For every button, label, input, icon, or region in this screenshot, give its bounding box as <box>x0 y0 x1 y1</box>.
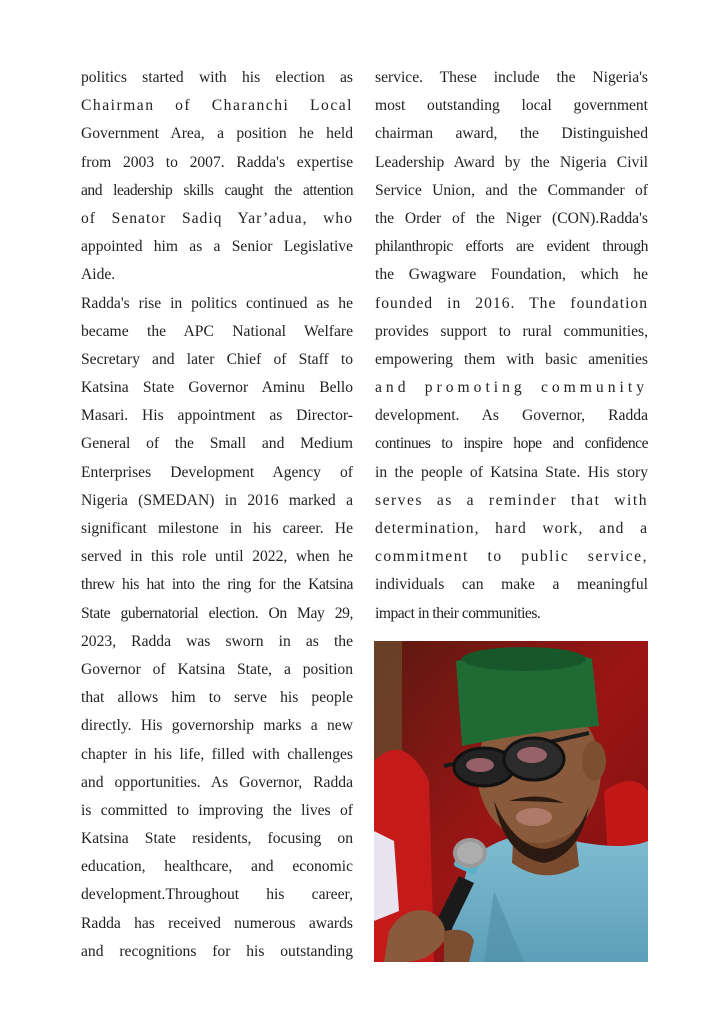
text-line: Radda's rise in politics continued as he <box>81 294 353 312</box>
text-line: service. These include the Nigeria's <box>375 69 648 86</box>
text-line: education, healthcare, and economic <box>81 858 353 876</box>
text-line: General of the Small and Medium <box>81 435 353 453</box>
text-line: Masari. His appointment as Director- <box>81 407 353 425</box>
text-line: Government Area, a position he held <box>81 125 353 143</box>
text-line: Service Union, and the Commander of <box>375 181 648 199</box>
portrait-illustration <box>374 641 648 962</box>
text-line: Chairman of Charanchi Local <box>81 97 353 115</box>
text-line: chapter in his life, filled with challenges <box>81 745 353 763</box>
text-line: is committed to improving the lives of <box>81 801 353 819</box>
text-line: in the people of Katsina State. His story <box>375 463 648 481</box>
text-line: Leadership Award by the Nigeria Civil <box>375 153 648 171</box>
text-line: determination, hard work, and a <box>375 520 648 537</box>
text-line: served in this role until 2022, when he <box>81 548 353 566</box>
text-line: and promoting community <box>375 379 648 397</box>
text-line: directly. His governorship marks a new <box>81 717 353 735</box>
text-line: that allows him to serve his people <box>81 689 353 707</box>
text-line: from 2003 to 2007. Radda's expertise <box>81 153 353 171</box>
text-line: Katsina State residents, focusing on <box>81 830 353 848</box>
text-line: continues to inspire hope and confidence <box>375 435 648 453</box>
text-line: Governor of Katsina State, a position <box>81 660 353 678</box>
text-line: empowering them with basic amenities <box>375 350 648 368</box>
text-line: individuals can make a meaningful <box>375 576 648 594</box>
text-line: Enterprises Development Agency of <box>81 463 353 481</box>
text-line: and leadership skills caught the attention <box>81 181 353 199</box>
text-line: serves as a reminder that with <box>375 491 648 509</box>
text-line: commitment to public service, <box>375 548 648 566</box>
text-line: Aide. <box>81 266 116 284</box>
text-line: politics started with his election as <box>81 69 353 86</box>
text-line: Radda has received numerous awards <box>81 914 353 932</box>
text-line: significant milestone in his career. He <box>81 520 353 537</box>
text-line: impact in their communities. <box>375 604 541 622</box>
text-line: Katsina State Governor Aminu Bello <box>81 379 353 397</box>
text-line: and opportunities. As Governor, Radda <box>81 773 353 791</box>
text-line: chairman award, the Distinguished <box>375 125 648 143</box>
text-line: provides support to rural communities, <box>375 322 648 340</box>
text-line: appointed him as a Senior Legislative <box>81 238 353 256</box>
text-line: State gubernatorial election. On May 29, <box>81 604 353 622</box>
text-line: philanthropic efforts are evident through <box>375 238 648 256</box>
portrait-photo <box>374 641 648 962</box>
right-column <box>375 64 648 628</box>
left-column <box>81 64 353 966</box>
text-line: development.Throughout his career, <box>81 886 353 904</box>
text-line: 2023, Radda was sworn in as the <box>81 632 353 650</box>
text-line: founded in 2016. The foundation <box>375 294 648 312</box>
text-line: Nigeria (SMEDAN) in 2016 marked a <box>81 491 353 509</box>
text-line: the Gwagware Foundation, which he <box>375 266 648 284</box>
text-line: the Order of the Niger (CON).Radda's <box>375 209 648 227</box>
text-line: threw his hat into the ring for the Katsina <box>81 576 353 594</box>
text-line: of Senator Sadiq Yar’adua, who <box>81 209 353 227</box>
text-line: became the APC National Welfare <box>81 322 353 340</box>
text-line: most outstanding local government <box>375 97 648 115</box>
text-line: development. As Governor, Radda <box>375 407 648 425</box>
text-line: and recognitions for his outstanding <box>81 942 353 960</box>
text-line: Secretary and later Chief of Staff to <box>81 350 353 368</box>
